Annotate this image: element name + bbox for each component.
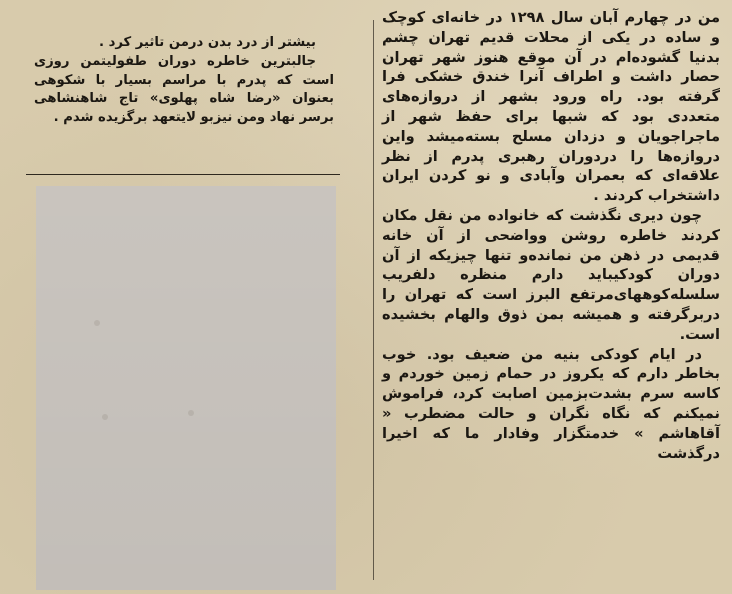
photo-area xyxy=(36,186,336,590)
photo-speck xyxy=(94,320,100,326)
photo-speck xyxy=(102,414,108,420)
article-paragraph: جالبترین خاطره دوران طفولیتمن روزی است که پدرم با مراسم بسیار با شکوهی بعنوان «رضا شاه پهلوی» تاج شاهنشاهی برسر نهاد ومن نیزبو لایتعهد برگزیده شدم . xyxy=(34,53,334,126)
photo-speck xyxy=(188,410,194,416)
article-paragraph: در ایام کودکی بنیه من ضعیف بود. خوب بخاطر دارم که یکروز در حمام زمین خوردم و کاسه سرم بشدت‌بزمین اصابت کرد، فراموش نمیکنم که نگاه نگران و حالت مضطرب « آقاهاشم » خدمتگزار وفادار ما که اخیرا درگذشت xyxy=(382,345,720,462)
article-right-column xyxy=(382,8,720,463)
column-divider xyxy=(373,20,374,580)
article-left-column xyxy=(34,34,334,128)
article-paragraph: بیشتر از درد بدن درمن تاثیر کرد . xyxy=(98,35,316,50)
article-paragraph: من در چهارم آبان سال ۱۲۹۸ در خانه‌ای کوچک و ساده در یکی از محلات قدیم تهران چشم بدنیا گشوده‌ام در آن موقع هنوز شهر تهران حصار داشت و اطراف آنرا خندق خشکی فرا گرفته بود. راه ورود بشهر از دروازه‌های متعددی بود که شبها برای حفظ شهر از ماجراجویان و دزدان مسلح بسته‌میشد واین دروازه‌ها را دردوران رهبری پدرم از نظر علاقه‌ای که بعمران وآبادی و نو کردن ایران داشتخراب کردند . xyxy=(382,9,721,205)
article-paragraph: چون دیری نگذشت که خانواده من نقل مکان کردند خاطره روشن وواضحی از آن خانه قدیمی در ذهن من نمانده‌و تنها چیزیکه از آن دوران کودکیباید دارم منظره دلفریب سلسله‌کوههای‌مرتفع البرز است که تهران را دربرگرفته و همیشه بمن ذوق والهام بخشیده است. xyxy=(382,206,720,343)
section-rule xyxy=(26,174,340,175)
